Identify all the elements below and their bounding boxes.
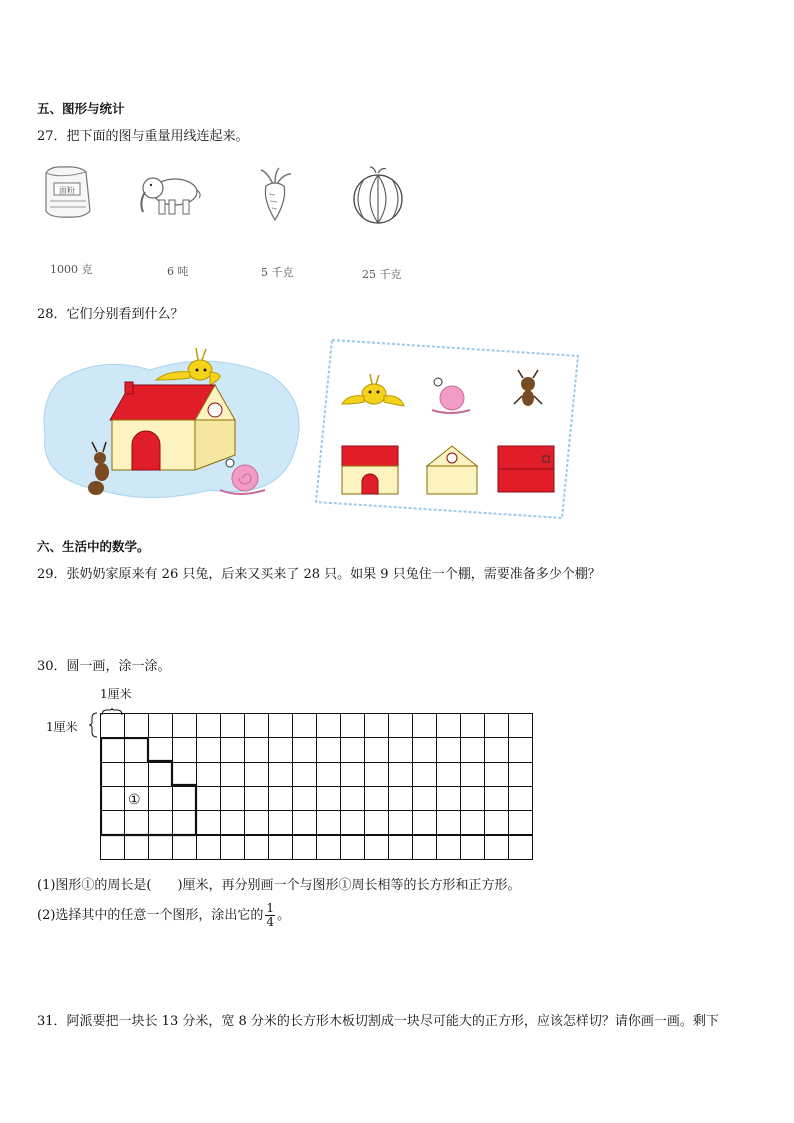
unit-label-left: 1厘米	[46, 720, 78, 734]
grid-cell	[508, 713, 533, 738]
grid-cell	[412, 810, 437, 835]
grid-cell	[460, 835, 485, 860]
grid-cell	[148, 713, 173, 738]
grid-cell	[220, 713, 245, 738]
grid-cell	[412, 713, 437, 738]
grid-cell	[268, 835, 293, 860]
house-icon	[110, 382, 235, 470]
radish-icon	[253, 166, 297, 224]
section-title-5: 五、图形与统计	[37, 101, 125, 116]
grid-cell	[220, 786, 245, 811]
grid-cell	[460, 810, 485, 835]
grid-cell	[340, 713, 365, 738]
grid-cell	[244, 762, 269, 787]
grid-cell	[508, 762, 533, 787]
grid-cell	[100, 835, 125, 860]
grid-cell	[316, 713, 341, 738]
fraction-denominator: 4	[266, 915, 275, 929]
grid-cell	[220, 810, 245, 835]
grid-cell	[460, 762, 485, 787]
grid-cell	[124, 713, 149, 738]
grid-cell	[412, 762, 437, 787]
grid-cell	[172, 835, 197, 860]
weight-label: 1000 克	[50, 263, 93, 276]
house-front-view-icon	[342, 446, 398, 494]
part-2-end: 。	[277, 908, 291, 923]
question-30-part-1: (1)图形①的周长是( )厘米，再分别画一个与图形①周长相等的长方形和正方形。	[37, 878, 521, 893]
grid-cell	[100, 713, 125, 738]
grid-cell	[388, 835, 413, 860]
grid-cell	[412, 786, 437, 811]
grid-cell	[412, 737, 437, 762]
grid-cell	[388, 786, 413, 811]
grid-cell	[388, 810, 413, 835]
grid-cell	[220, 762, 245, 787]
grid-cell	[364, 737, 389, 762]
grid-cell	[412, 835, 437, 860]
grid-cell	[292, 762, 317, 787]
grid-cell	[340, 762, 365, 787]
grid-cell	[316, 762, 341, 787]
grid-cell	[436, 835, 461, 860]
grid-cell	[364, 786, 389, 811]
grid-cell	[388, 762, 413, 787]
grid-cell	[244, 737, 269, 762]
grid-cell	[508, 835, 533, 860]
grid-cell	[124, 835, 149, 860]
grid-cell	[268, 762, 293, 787]
grid-cell	[484, 835, 509, 860]
grid-cell	[484, 713, 509, 738]
grid-cell	[340, 786, 365, 811]
grid-cell	[292, 737, 317, 762]
grid-cell	[436, 810, 461, 835]
fraction-numerator: 1	[266, 901, 275, 915]
weight-label: 6 吨	[167, 265, 189, 278]
weight-label: 25 千克	[362, 268, 402, 281]
grid-cell	[340, 835, 365, 860]
brace-left-icon	[88, 712, 98, 738]
grid-cell	[364, 762, 389, 787]
watermelon-icon	[350, 165, 406, 225]
grid-cell	[436, 713, 461, 738]
house-top-view-icon	[498, 446, 554, 492]
grid-cell	[460, 713, 485, 738]
grid-cell	[292, 786, 317, 811]
weight-label: 5 千克	[261, 266, 294, 279]
grid-cell	[340, 737, 365, 762]
grid-cell	[292, 713, 317, 738]
question-27: 27．把下面的图与重量用线连起来。	[37, 129, 249, 144]
grid-cell	[292, 835, 317, 860]
section-title-6: 六、生活中的数学。	[37, 539, 150, 554]
shape-1-label: ①	[128, 792, 141, 808]
grid-cell	[220, 737, 245, 762]
grid-cell	[436, 737, 461, 762]
grid-cell	[388, 737, 413, 762]
grid-cell	[196, 835, 221, 860]
unit-label-top: 1厘米	[100, 687, 132, 701]
grid-cell	[436, 786, 461, 811]
grid-cell	[148, 835, 173, 860]
grid-cell	[484, 762, 509, 787]
question-31: 31．阿派要把一块长 13 分米，宽 8 分米的长方形木板切割成一块尽可能大的正方形，应该怎样切？请你画一画。剩下	[37, 1014, 719, 1029]
grid-cell	[268, 786, 293, 811]
grid-cell	[244, 713, 269, 738]
question-30-part-2	[37, 902, 290, 929]
grid-cell	[268, 713, 293, 738]
grid-cell	[268, 810, 293, 835]
grid-cell	[172, 713, 197, 738]
grid-cell	[460, 737, 485, 762]
grid-cell	[364, 835, 389, 860]
flour-bag-icon	[40, 163, 96, 221]
grid-cell	[244, 835, 269, 860]
views-card	[312, 334, 584, 524]
question-28: 28．它们分别看到什么？	[37, 307, 184, 322]
flour-bag-text: 面粉	[59, 186, 75, 195]
grid-cell	[508, 810, 533, 835]
grid-cell	[436, 762, 461, 787]
grid-cell	[220, 835, 245, 860]
question-29: 29．张奶奶家原来有 26 只兔，后来又买来了 28 只。如果 9 只兔住一个棚，需要准备多少个棚？	[37, 567, 601, 582]
grid-cell	[316, 786, 341, 811]
grid-cell	[364, 713, 389, 738]
grid-cell	[508, 786, 533, 811]
grid-cell	[244, 786, 269, 811]
grid-cell	[292, 810, 317, 835]
grid-cell	[316, 835, 341, 860]
grid-cell	[508, 737, 533, 762]
grid-cell	[340, 810, 365, 835]
grid-cell	[484, 810, 509, 835]
brace-top-icon	[101, 701, 123, 709]
grid-cell	[316, 737, 341, 762]
grid-cell	[316, 810, 341, 835]
grid-cell	[460, 786, 485, 811]
grid-cell	[484, 737, 509, 762]
grid-cell	[268, 737, 293, 762]
grid-cell	[196, 713, 221, 738]
grid-cell	[364, 810, 389, 835]
grid-cell	[388, 713, 413, 738]
house-scene-illustration	[40, 340, 305, 505]
grid-cell	[484, 786, 509, 811]
grid-cell	[244, 810, 269, 835]
elephant-icon	[135, 170, 205, 220]
question-30: 30．圆一画，涂一涂。	[37, 659, 171, 674]
fraction	[265, 902, 275, 929]
shape-1-outline	[100, 737, 200, 837]
part-2-text: (2)选择其中的任意一个图形，涂出它的	[37, 908, 264, 923]
